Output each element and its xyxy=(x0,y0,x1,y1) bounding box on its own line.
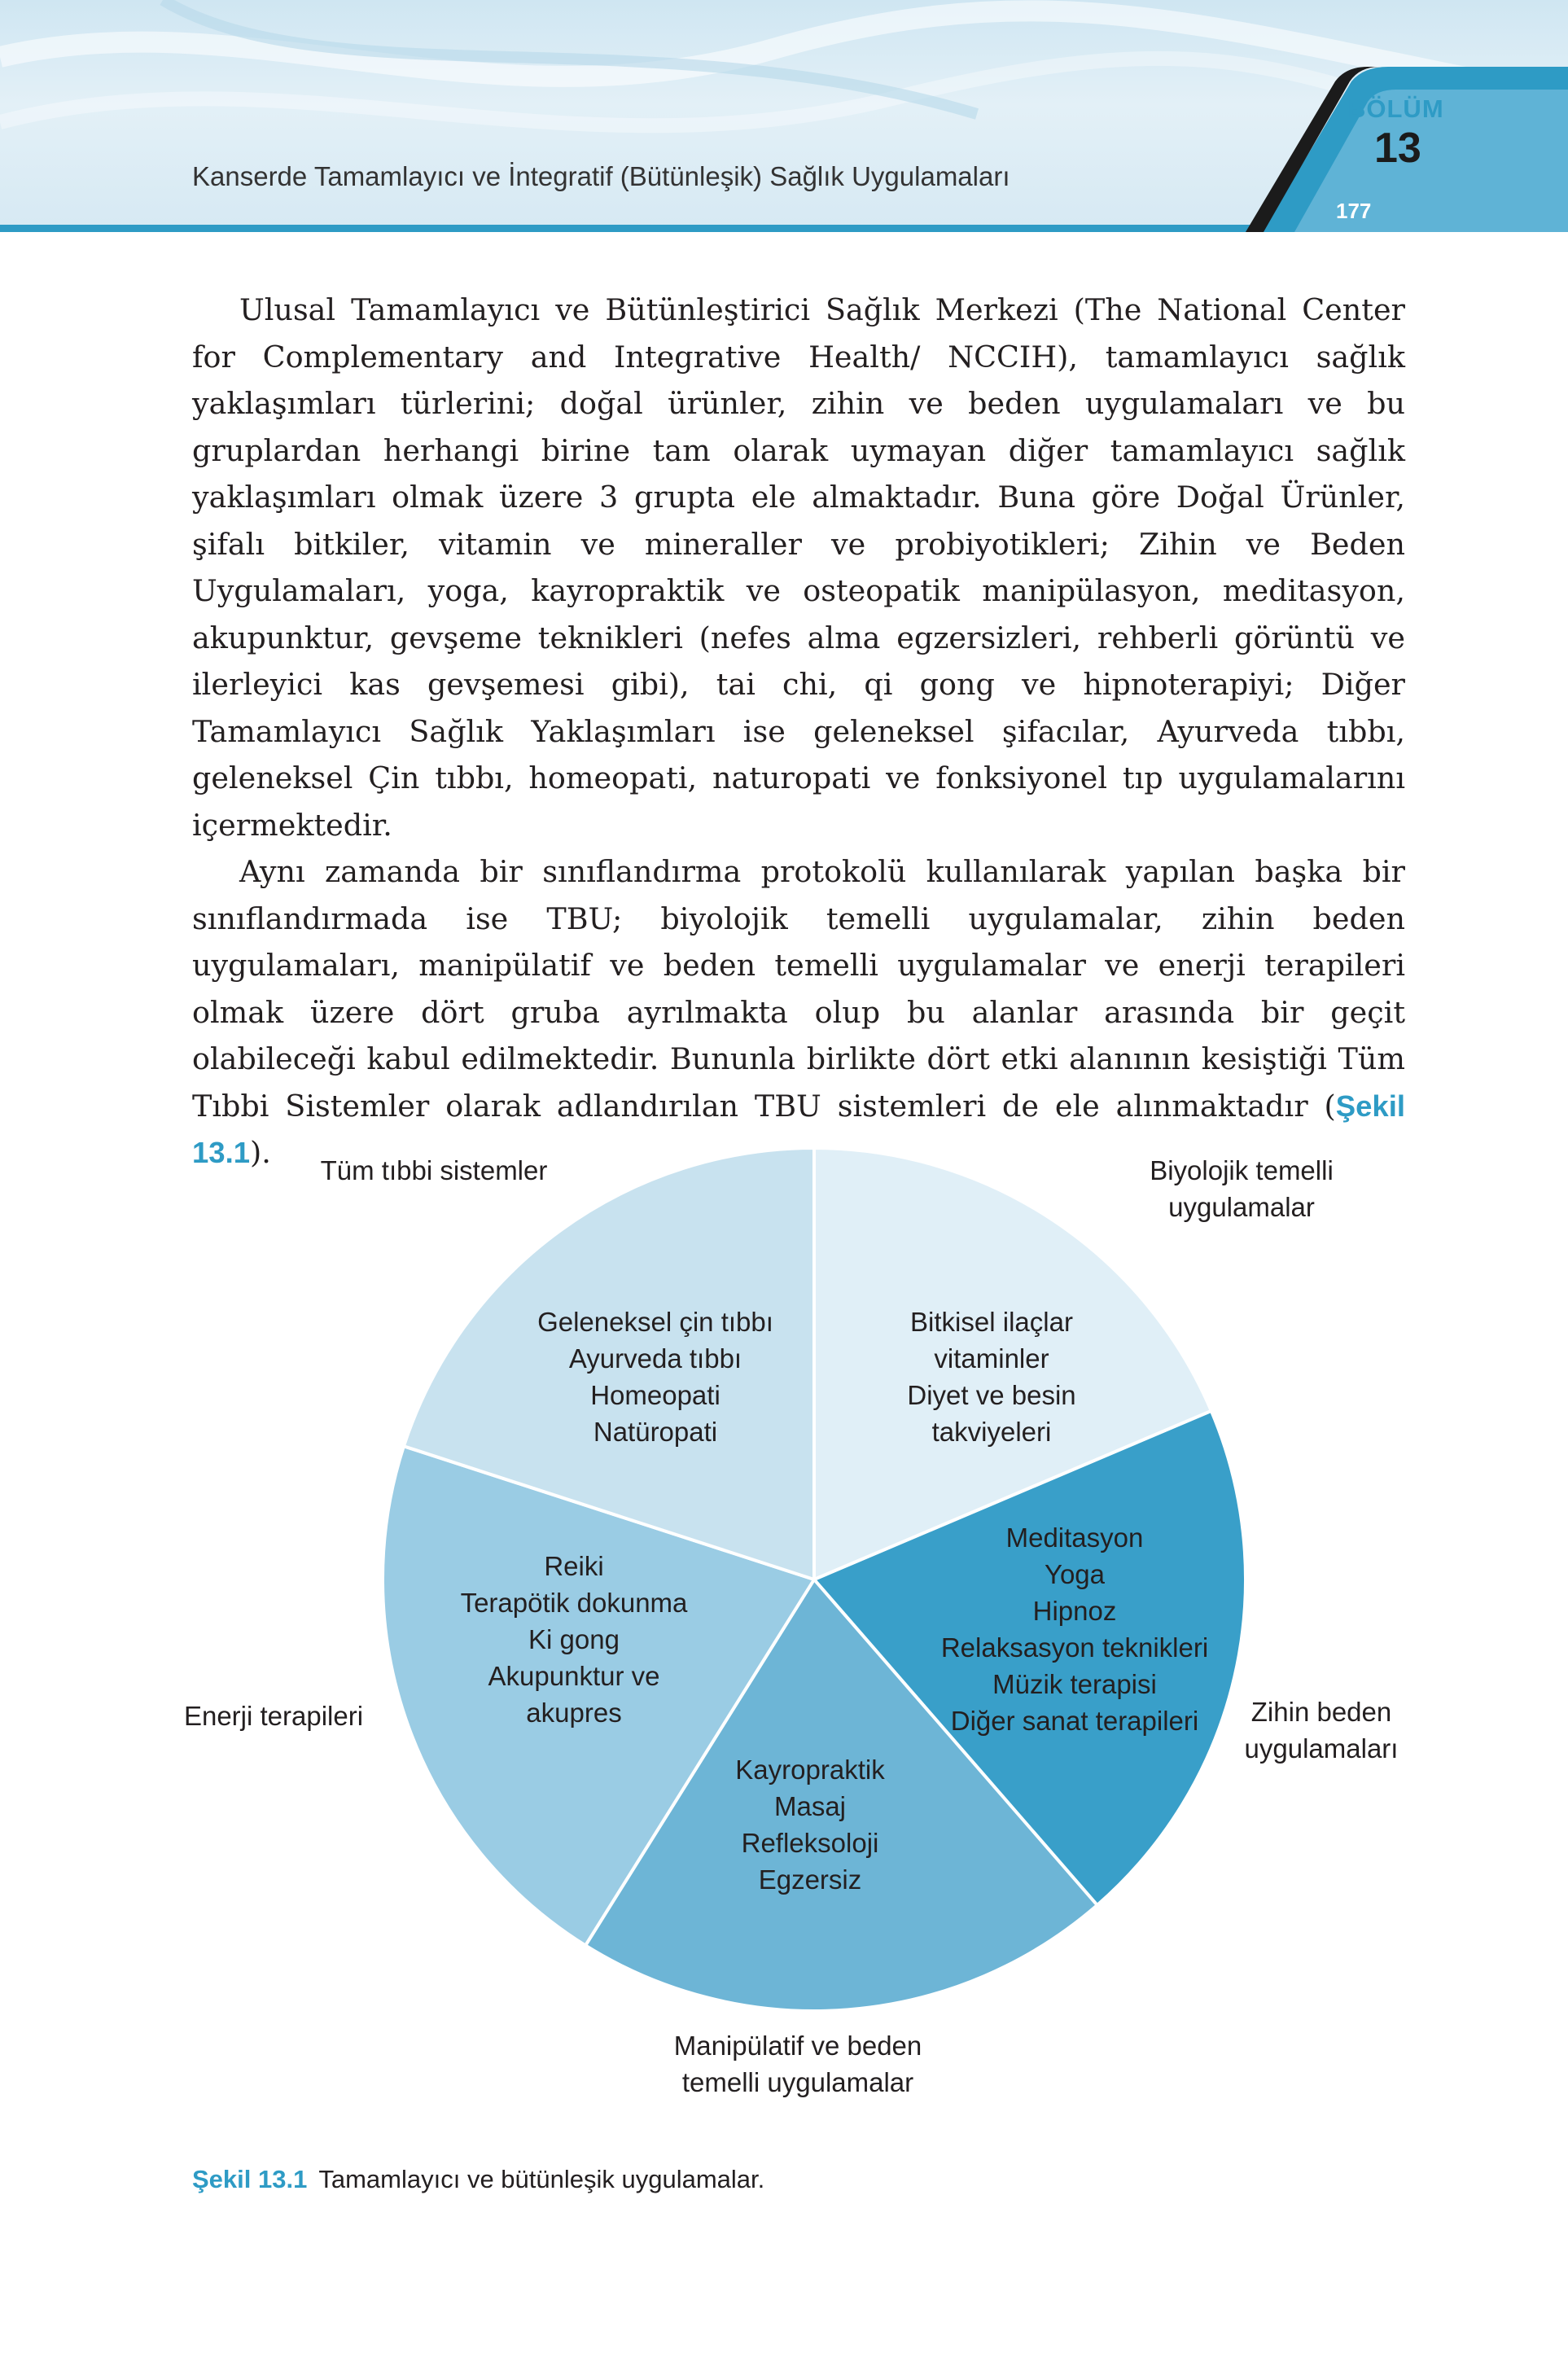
category-label-line: Tüm tıbbi sistemler xyxy=(320,1155,548,1185)
page-number: 177 xyxy=(1336,199,1372,223)
segment-category-label xyxy=(184,1698,363,1734)
category-label-line: uygulamalar xyxy=(1168,1192,1315,1222)
segment-category-label xyxy=(1150,1152,1334,1225)
category-label-line: Biyolojik temelli xyxy=(1150,1155,1334,1185)
segment-item-label: akupres xyxy=(526,1698,622,1728)
segment-category-label xyxy=(1245,1693,1399,1767)
figure-caption xyxy=(192,2165,764,2194)
segment-item-label: Ki gong xyxy=(528,1624,620,1654)
segment-item-label: Meditasyon xyxy=(1005,1523,1144,1553)
chapter-word: BÖLÜM xyxy=(1347,94,1444,123)
caption-text: Tamamlayıcı ve bütünleşik uygulamalar. xyxy=(318,2165,765,2193)
caption-label: Şekil 13.1 xyxy=(192,2165,308,2193)
segment-item-label: Yoga xyxy=(1044,1559,1106,1589)
segment-item-label: Homeopati xyxy=(590,1380,720,1410)
paragraph: Ulusal Tamamlayıcı ve Bütünleştirici Sağlık Merkezi (The National Center for Complementary and Integrative Health/ NCCIH), tamamlayıcı sağlık yaklaşımları türlerini; doğal ürünler, zihin ve beden uygulamaları ve bu gruplardan herhangi birine tam olarak uymayan diğer tamamlayıcı sağlık yaklaşımları olmak üzere 3 grupta ele almaktadır. Buna göre Doğal Ürünler, şifalı bitkiler, vitamin ve mineraller ve probiyotikleri; Zihin ve Beden Uygulamaları, yoga, kayropraktik ve osteopatik manipülasyon, meditasyon, akupunktur, gevşeme teknikleri (nefes alma egzersizleri, rehberli görüntü ve ilerleyici kas gevşemesi gibi), tai chi, qi gong ve hipnoterapiyi; Diğer Tamamlayıcı Sağlık Yaklaşımları ise geleneksel şifacılar, Ayurveda tıbbı, geleneksel Çin tıbbı, homeopati, naturopati ve fonksiyonel tıp uygulamalarını içermektedir. xyxy=(192,292,1405,843)
body-text xyxy=(192,287,1405,1176)
segment-item-label: Bitkisel ilaçlar xyxy=(910,1307,1073,1337)
paragraph-text: Aynı zamanda bir sınıflandırma protokolü kullanılarak yapılan başka bir sınıflandırmada ise TBU; biyolojik temelli uygulamalar, zihin beden uygulamaları, manipülatif ve beden temelli uygulamalar ve enerji terapileri olmak üzere dört gruba ayrılmakta olup bu alanlar arasında bir geçit olabileceği kabul edilmektedir. Bununla birlikte dört etki alanının kesiştiği Tüm Tıbbi Sistemler olarak adlandırılan TBU sistemleri de ele alınmaktadır ( xyxy=(192,854,1405,1124)
segment-item-label: Refleksoloji xyxy=(741,1828,879,1858)
category-label-line: uygulamaları xyxy=(1244,1733,1399,1764)
page-header xyxy=(0,0,1568,232)
segment-item-label: takviyeleri xyxy=(931,1417,1052,1447)
chapter-number: 13 xyxy=(1374,125,1421,172)
segment-item-label: Müzik terapisi xyxy=(992,1669,1157,1699)
category-label-line: Zihin beden xyxy=(1250,1697,1392,1727)
segment-item-label: Geleneksel çin tıbbı xyxy=(537,1307,773,1337)
segment-item-label: Relaksasyon teknikleri xyxy=(940,1632,1209,1663)
segment-item-label: Diyet ve besin xyxy=(907,1380,1076,1410)
running-title: Kanserde Tamamlayıcı ve İntegratif (Bütünleşik) Sağlık Uygulamaları xyxy=(192,161,1010,191)
category-label-line: Manipülatif ve beden xyxy=(673,2031,922,2061)
category-label-line: Enerji terapileri xyxy=(183,1701,364,1731)
segment-category-label xyxy=(321,1152,548,1189)
category-label-line: temelli uygulamalar xyxy=(681,2067,914,2097)
segment-item-label: Terapötik dokunma xyxy=(460,1588,688,1618)
paragraph-text: ). xyxy=(250,1135,271,1170)
segment-item-label: Hipnoz xyxy=(1032,1596,1117,1626)
segment-item-label: vitaminler xyxy=(934,1343,1049,1374)
segment-item-label: Egzersiz xyxy=(758,1864,862,1895)
segment-item-label: Akupunktur ve xyxy=(488,1661,660,1691)
segment-item-label: Masaj xyxy=(773,1791,847,1821)
segment-item-label: Ayurveda tıbbı xyxy=(568,1343,742,1374)
segment-category-label xyxy=(674,2027,922,2101)
figure-reference-link[interactable]: Şekil 13.1 xyxy=(192,1089,1405,1169)
segment-item-label: Diğer sanat terapileri xyxy=(950,1706,1199,1736)
figure xyxy=(0,1107,1568,2166)
pie-diagram xyxy=(0,1107,1568,2166)
segment-item-label: Kayropraktik xyxy=(735,1755,885,1785)
segment-item-label: Natüropati xyxy=(593,1417,718,1447)
segment-item-label: Reiki xyxy=(544,1551,604,1581)
header-rule xyxy=(0,225,1254,232)
